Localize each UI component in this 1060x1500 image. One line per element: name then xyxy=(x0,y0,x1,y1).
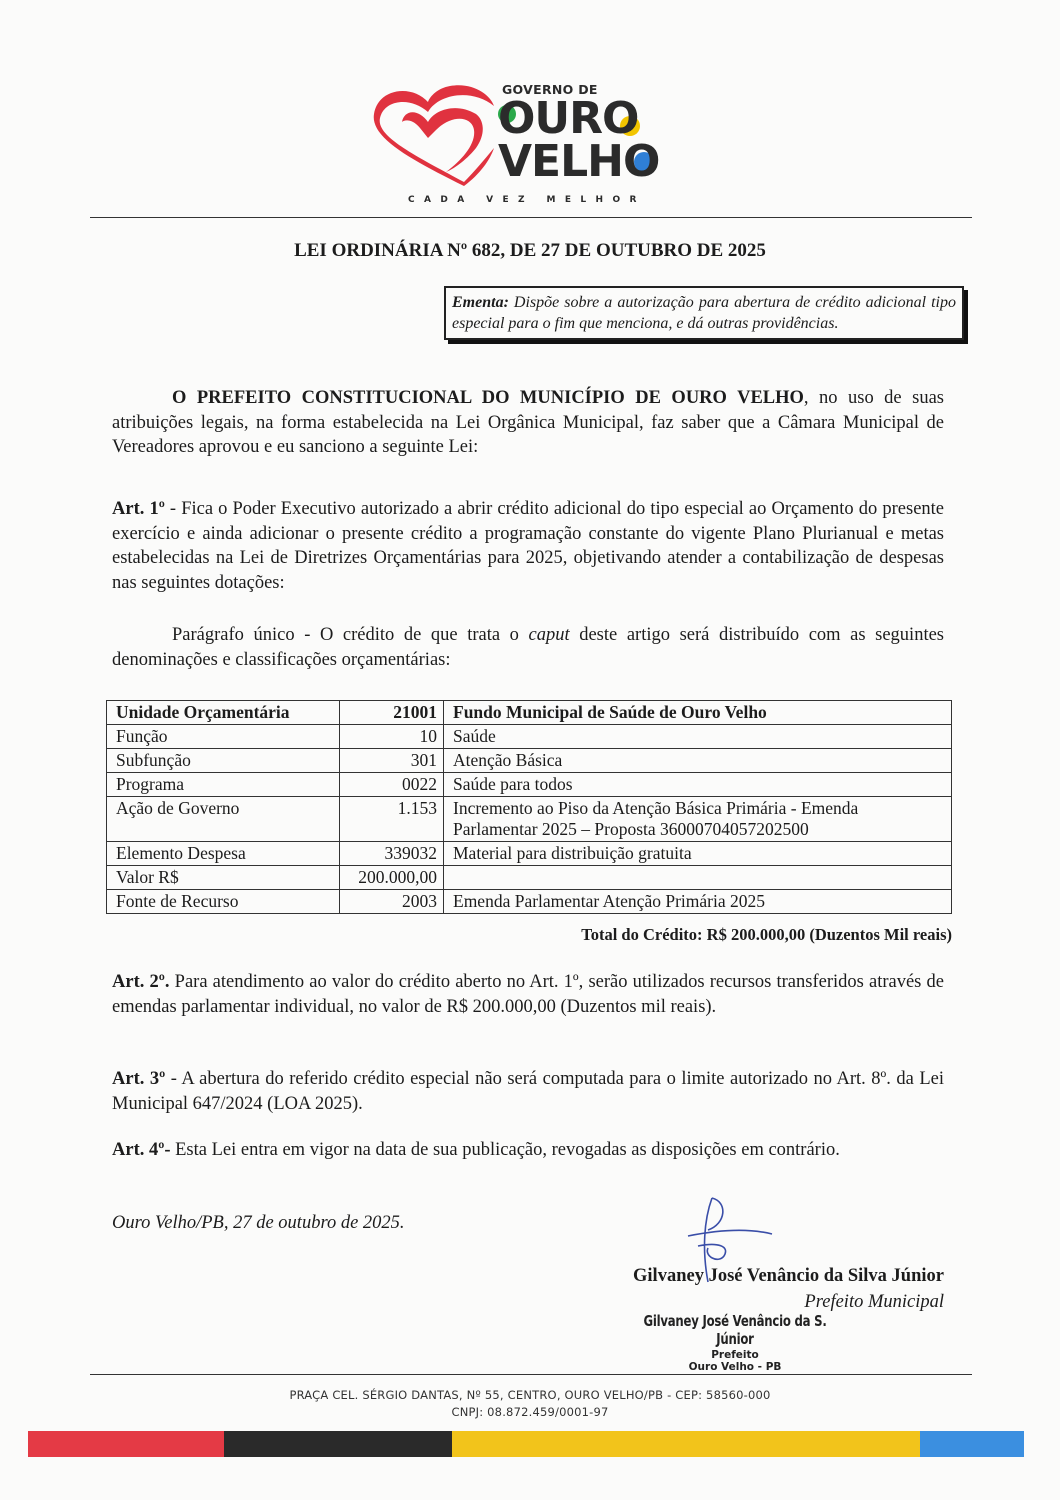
stamp-city: Ouro Velho - PB xyxy=(688,1361,782,1373)
row-description: Saúde xyxy=(444,725,952,749)
art4-label: Art. 4º- xyxy=(112,1140,171,1160)
row-label: Unidade Orçamentária xyxy=(107,701,340,725)
header-divider xyxy=(90,217,972,218)
art1-text: - Fica o Poder Executivo autorizado a abrir crédito adicional do tipo especial ao Orçamento do presente exercício e ainda adicionar o presente crédito a programação constante do vigente Plano Plurianual e metas estabelecidas na Lei de Diretrizes Orçamentárias para 2025, objetivando atender a contabilização de despesas nas seguintes dotações: xyxy=(112,499,945,593)
table-row xyxy=(107,725,952,749)
row-label: Subfunção xyxy=(107,749,340,773)
logo-ouro-text: OURO xyxy=(498,93,639,144)
table-row xyxy=(107,749,952,773)
footer-divider xyxy=(90,1374,972,1375)
row-code: 0022 xyxy=(340,773,444,797)
art1-paragraph xyxy=(112,623,944,672)
stamp-role: Prefeito xyxy=(711,1349,759,1361)
preamble-text: , no uso de suas atribuições legais, na forma estabelecida na Lei Orgânica Municipal, faz saber que a Câmara Municipal de Vereadores aprovou e eu sanciono a seguinte Lei: xyxy=(112,388,944,457)
credit-total: Total do Crédito: R$ 200.000,00 (Duzentos Mil reais) xyxy=(581,925,952,944)
row-label: Valor R$ xyxy=(107,866,340,890)
table-row xyxy=(107,866,952,890)
article-3 xyxy=(112,1067,944,1116)
paragraph-text-b: deste artigo será distribuído com as seguintes denominações e classificações orçamentárias: xyxy=(112,625,944,670)
row-description: Saúde para todos xyxy=(444,773,952,797)
preamble-bold: O PREFEITO CONSTITUCIONAL DO MUNICÍPIO DE OURO VELHO xyxy=(172,388,804,408)
color-bar-footer xyxy=(28,1431,1028,1457)
row-label: Ação de Governo xyxy=(107,797,340,842)
table-row xyxy=(107,842,952,866)
footer-cnpj: CNPJ: 08.872.459/0001-97 xyxy=(451,1405,609,1419)
ementa-label: Ementa: xyxy=(452,294,509,311)
article-1 xyxy=(112,497,944,595)
logo-tagline: CADA VEZ MELHOR xyxy=(408,195,646,205)
art2-text: Para atendimento ao valor do crédito aberto no Art. 1º, serão utilizados recursos transferidos através de emendas parlamentar individual, no valor de R$ 200.000,00 (Duzentos mil reais). xyxy=(112,972,944,1017)
document-title: LEI ORDINÁRIA Nº 682, DE 27 DE OUTUBRO DE 2025 xyxy=(294,240,766,261)
ementa-text: Dispõe sobre a autorização para abertura de crédito adicional tipo especial para o fim que menciona, e dá outras providências. xyxy=(452,294,956,332)
logo-gov-text: GOVERNO DE xyxy=(502,82,598,97)
table-row xyxy=(107,890,952,914)
row-description xyxy=(444,866,952,890)
table-row xyxy=(107,797,952,842)
ementa-box xyxy=(444,286,964,340)
table-row xyxy=(107,773,952,797)
row-label: Elemento Despesa xyxy=(107,842,340,866)
stamp-name: Gilvaney José Venâncio da S. Júnior xyxy=(643,1312,827,1348)
place-date: Ouro Velho/PB, 27 de outubro de 2025. xyxy=(112,1213,405,1233)
preamble xyxy=(112,386,944,460)
row-description: Incremento ao Piso da Atenção Básica Primária - Emenda Parlamentar 2025 – Proposta 36000704057202500 xyxy=(444,797,952,842)
row-code: 2003 xyxy=(340,890,444,914)
signatory-name: Gilvaney José Venâncio da Silva Júnior xyxy=(633,1266,944,1286)
budget-table xyxy=(106,700,952,914)
bar-yellow xyxy=(452,1431,920,1457)
row-label: Fonte de Recurso xyxy=(107,890,340,914)
paragraph-text-a: Parágrafo único - O crédito de que trata o xyxy=(172,625,529,645)
signatory-role: Prefeito Municipal xyxy=(804,1292,944,1312)
row-code: 301 xyxy=(340,749,444,773)
bar-dark xyxy=(224,1431,452,1457)
article-2 xyxy=(112,970,944,1019)
art1-label: Art. 1º xyxy=(112,499,165,519)
row-label: Programa xyxy=(107,773,340,797)
row-code: 339032 xyxy=(340,842,444,866)
paragraph-caput: caput xyxy=(528,625,570,645)
table-header-row xyxy=(107,701,952,725)
row-description: Fundo Municipal de Saúde de Ouro Velho xyxy=(444,701,952,725)
bar-blue xyxy=(920,1431,1024,1457)
art4-text: Esta Lei entra em vigor na data de sua publicação, revogadas as disposições em contrário. xyxy=(170,1140,840,1160)
bar-red xyxy=(28,1431,224,1457)
article-4 xyxy=(112,1138,944,1163)
art2-label: Art. 2º. xyxy=(112,972,170,992)
row-label: Função xyxy=(107,725,340,749)
logo-velho-text: VELHO xyxy=(498,136,660,187)
art3-text: - A abertura do referido crédito especial não será computada para o limite autorizado no Art. 8º. da Lei Municipal 647/2024 (LOA 2025). xyxy=(112,1069,944,1114)
row-description: Material para distribuição gratuita xyxy=(444,842,952,866)
footer-address: PRAÇA CEL. SÉRGIO DANTAS, Nº 55, CENTRO, OURO VELHO/PB - CEP: 58560-000 xyxy=(289,1388,771,1402)
row-description: Emenda Parlamentar Atenção Primária 2025 xyxy=(444,890,952,914)
mayor-stamp xyxy=(610,1312,860,1373)
row-code: 10 xyxy=(340,725,444,749)
row-code: 21001 xyxy=(340,701,444,725)
row-code: 200.000,00 xyxy=(340,866,444,890)
art3-label: Art. 3º xyxy=(112,1069,166,1089)
row-description: Atenção Básica xyxy=(444,749,952,773)
row-code: 1.153 xyxy=(340,797,444,842)
